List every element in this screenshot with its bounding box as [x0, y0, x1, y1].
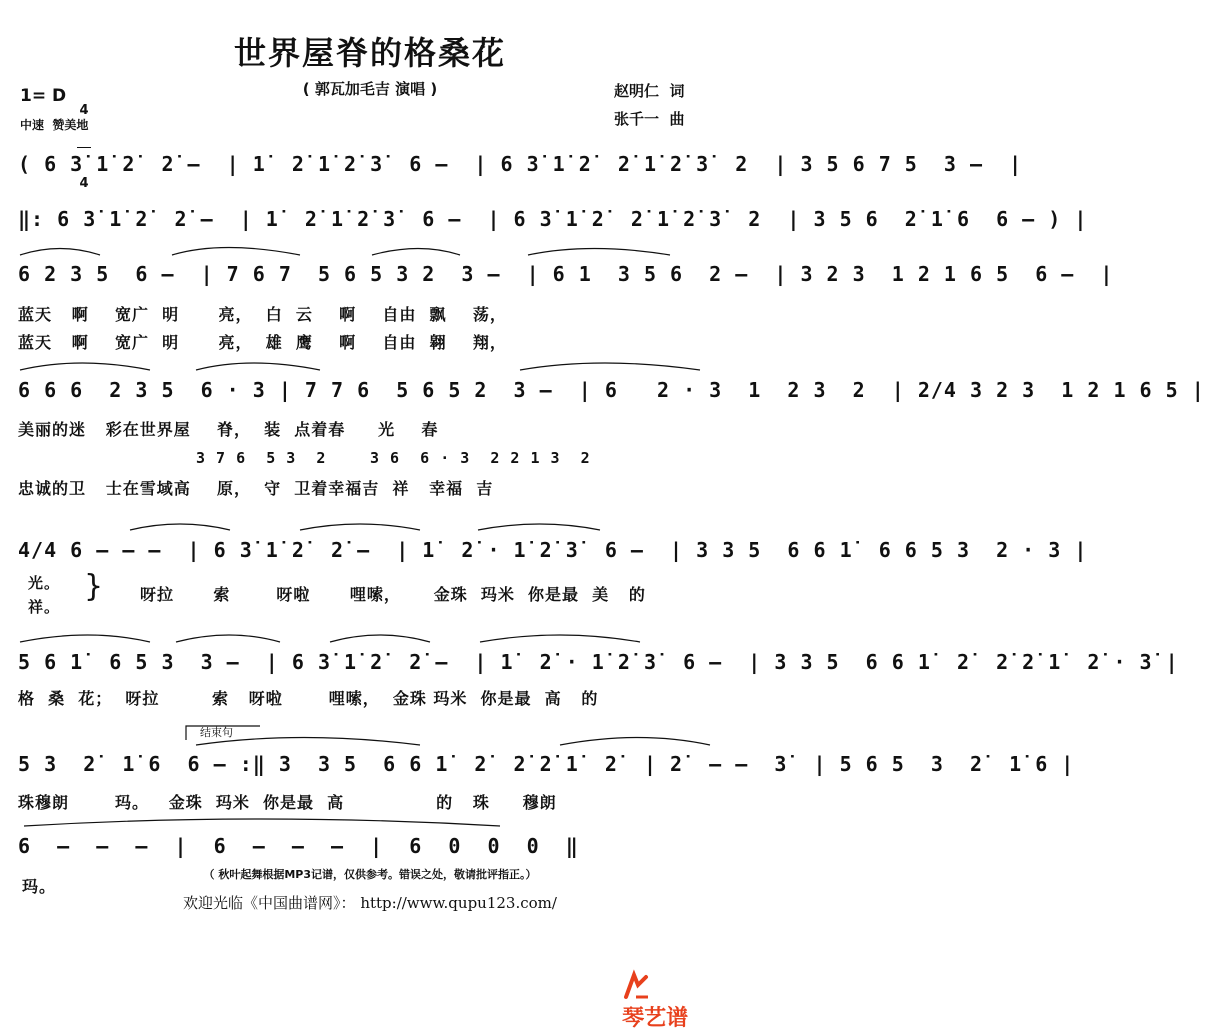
lyric-chorus-end-b: 祥。: [28, 598, 61, 616]
notation-row-1: ( 6 3̇ 1̇ 2̇ 2̇ – | 1̇ 2̇ 1̇ 2̇ 3̇ 6 – | 6 3̇ 1̇ 2̇ 2̇ 1̇ 2̇ 3̇ 2 | 3 5 6 7 5 3 – |: [18, 152, 1023, 176]
ending-label: 结束句: [200, 726, 233, 739]
composer-credit: 张千一 曲: [614, 110, 685, 128]
lyricist-credit: 赵明仁 词: [614, 82, 685, 100]
lyric-verse1-line2: 美丽的迷 彩在世界屋 脊， 装 点着春 光 春: [18, 420, 439, 439]
lyric-verse2-line2: 忠诚的卫 士在雪域高 原， 守 卫着幸福吉 祥 幸福 吉: [18, 479, 494, 498]
time-bottom: 4: [79, 176, 89, 191]
time-signature: [77, 76, 91, 205]
page-title: 世界屋脊的格桑花: [233, 34, 506, 72]
lyric-chorus-end-a: 光。: [28, 574, 61, 592]
logo-icon: [622, 971, 652, 1001]
notation-variant-a: 3 7 6 5 3 2: [196, 449, 327, 467]
lyric-final: 玛。: [22, 877, 57, 896]
logo: [612, 952, 688, 1032]
notation-row-4: 6 6 6 2 3 5 6 · 3 | 7 7 6 5 6 5 2 3 – | 6 2 · 3 1 2 3 2 | 2/4 3 2 3 1 2 1 6 5 |: [18, 378, 1205, 402]
site-link[interactable]: 欢迎光临《中国曲谱网》： http://www.qupu123.com/: [183, 894, 557, 912]
lyric-verse1-line1: 蓝天 啊 宽广 明 亮， 白 云 啊 自由 飘 荡，: [18, 305, 507, 324]
lyric-verse2-line1: 蓝天 啊 宽广 明 亮， 雄 鹰 啊 自由 翱 翔，: [18, 333, 507, 352]
notation-row-6: 5 6 1̇ 6 5 3 3 – | 6 3̇ 1̇ 2̇ 2̇ – | 1̇ 2̇ · 1̇ 2̇ 3̇ 6 – | 3 3 5 6 6 1̇ 2̇ 2̇ 2̇ 1̇ 2̇ · 3̇ |: [18, 650, 1179, 674]
lyric-chorus-line3: 珠穆朗 玛。 金珠 玛米 你是最 高 的 珠 穆朗: [18, 793, 557, 812]
transcription-note: （ 秋叶起舞根据MP3记谱，仅供参考。错误之处，敬请批评指正。）: [203, 868, 537, 881]
brace-symbol: }: [84, 569, 104, 604]
tempo-marking: 中速 赞美地: [20, 118, 89, 132]
logo-text: 琴艺谱: [622, 1006, 689, 1031]
lyric-chorus-line1: 呀拉 索 呀啦 哩嗦， 金珠 玛米 你是最 美 的: [140, 585, 646, 604]
time-top: 4: [79, 103, 89, 118]
key-signature: 1= D: [20, 86, 67, 106]
notation-row-7: 5 3 2̇ 1̇ 6 6 – :‖ 3 3 5 6 6 1̇ 2̇ 2̇ 2̇ 1̇ 2̇ | 2̇ – – 3̇ | 5 6 5 3 2̇ 1̇ 6 |: [18, 752, 1075, 776]
notation-row-2: ‖: 6 3̇ 1̇ 2̇ 2̇ – | 1̇ 2̇ 1̇ 2̇ 3̇ 6 – | 6 3̇ 1̇ 2̇ 2̇ 1̇ 2̇ 3̇ 2 | 3 5 6 2̇ 1̇ 6 6 – ) |: [18, 207, 1088, 231]
notation-variant-b: 3 6 6 · 3 2 2 1 3 2: [370, 449, 591, 467]
notation-row-3: 6 2 3 5 6 – | 7 6 7 5 6 5 3 2 3 – | 6 1 3 5 6 2 – | 3 2 3 1 2 1 6 5 6 – |: [18, 262, 1114, 286]
notation-row-8: 6 – – – | 6 – – – | 6 0 0 0 ‖: [18, 834, 579, 858]
lyric-chorus-line2: 格 桑 花； 呀拉 索 呀啦 哩嗦， 金珠 玛米 你是最 高 的: [18, 689, 599, 708]
performer-subtitle: ( 郭瓦加毛吉 演唱 ): [302, 80, 438, 98]
notation-row-5: 4/4 6 – – – | 6 3̇ 1̇ 2̇ 2̇ – | 1̇ 2̇ · 1̇ 2̇ 3̇ 6 – | 3 3 5 6 6 1̇ 6 6 5 3 2 · 3 |: [18, 538, 1088, 562]
